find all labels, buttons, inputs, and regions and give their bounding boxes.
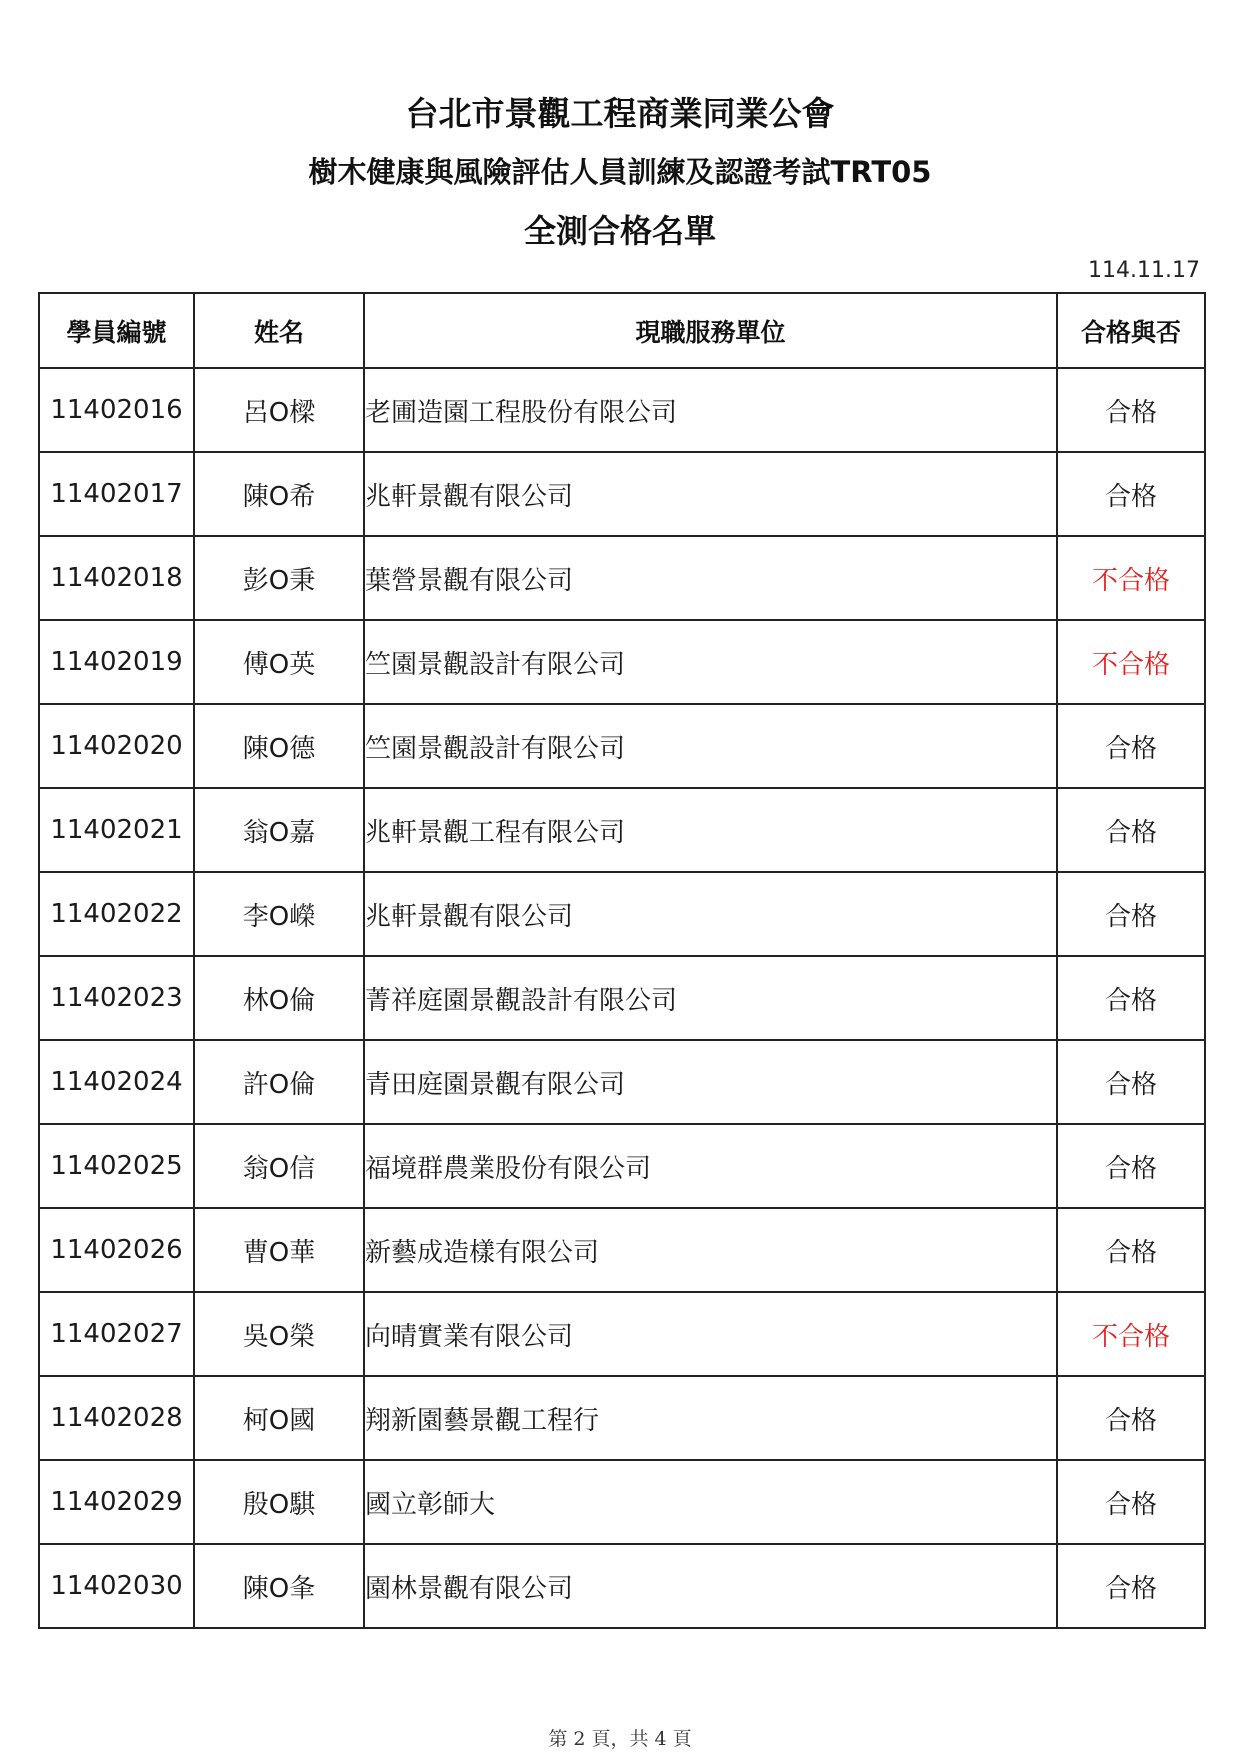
column-header-result: 合格與否 <box>1057 293 1205 368</box>
result-cell: 合格 <box>1057 1208 1205 1292</box>
result-cell: 合格 <box>1057 1124 1205 1208</box>
org-title: 台北市景觀工程商業同業公會 <box>405 94 835 133</box>
result-cell: 不合格 <box>1057 620 1205 704</box>
student-name-cell: 傅O英 <box>194 620 364 704</box>
student-id-cell: 11402028 <box>39 1376 194 1460</box>
workplace-cell: 老圃造園工程股份有限公司 <box>364 368 1057 452</box>
workplace-cell: 兆軒景觀工程有限公司 <box>364 788 1057 872</box>
column-header-name: 姓名 <box>194 293 364 368</box>
result-cell: 不合格 <box>1057 536 1205 620</box>
student-name-cell: 曹O華 <box>194 1208 364 1292</box>
table-row <box>39 1292 1205 1376</box>
student-name-cell: 許O倫 <box>194 1040 364 1124</box>
table-row <box>39 704 1205 788</box>
result-cell: 合格 <box>1057 1544 1205 1628</box>
student-id-cell: 11402020 <box>39 704 194 788</box>
workplace-cell: 福境群農業股份有限公司 <box>364 1124 1057 1208</box>
student-name-cell: 李O嶸 <box>194 872 364 956</box>
result-cell: 合格 <box>1057 956 1205 1040</box>
table-row <box>39 620 1205 704</box>
student-name-cell: 陳O德 <box>194 704 364 788</box>
student-id-cell: 11402019 <box>39 620 194 704</box>
result-cell: 合格 <box>1057 1040 1205 1124</box>
column-header-id: 學員編號 <box>39 293 194 368</box>
workplace-cell: 葉營景觀有限公司 <box>364 536 1057 620</box>
student-name-cell: 林O倫 <box>194 956 364 1040</box>
table-row <box>39 452 1205 536</box>
table-row <box>39 536 1205 620</box>
table-row <box>39 788 1205 872</box>
student-id-cell: 11402025 <box>39 1124 194 1208</box>
student-name-cell: 陳O希 <box>194 452 364 536</box>
student-name-cell: 陳O夆 <box>194 1544 364 1628</box>
student-id-cell: 11402023 <box>39 956 194 1040</box>
workplace-cell: 國立彰師大 <box>364 1460 1057 1544</box>
result-cell: 合格 <box>1057 1460 1205 1544</box>
workplace-cell: 青田庭園景觀有限公司 <box>364 1040 1057 1124</box>
student-id-cell: 11402024 <box>39 1040 194 1124</box>
table-row <box>39 1208 1205 1292</box>
student-id-cell: 11402021 <box>39 788 194 872</box>
student-name-cell: 柯O國 <box>194 1376 364 1460</box>
table-row <box>39 1040 1205 1124</box>
table-row <box>39 956 1205 1040</box>
student-id-cell: 11402017 <box>39 452 194 536</box>
student-name-cell: 翁O信 <box>194 1124 364 1208</box>
result-cell: 合格 <box>1057 1376 1205 1460</box>
workplace-cell: 向晴實業有限公司 <box>364 1292 1057 1376</box>
workplace-cell: 園林景觀有限公司 <box>364 1544 1057 1628</box>
student-name-cell: 吳O榮 <box>194 1292 364 1376</box>
workplace-cell: 兆軒景觀有限公司 <box>364 452 1057 536</box>
result-cell: 合格 <box>1057 368 1205 452</box>
table-row <box>39 1460 1205 1544</box>
student-id-cell: 11402030 <box>39 1544 194 1628</box>
table-row <box>39 368 1205 452</box>
result-cell: 合格 <box>1057 452 1205 536</box>
table-header-row <box>39 293 1205 368</box>
column-header-unit: 現職服務單位 <box>364 293 1057 368</box>
result-cell: 合格 <box>1057 872 1205 956</box>
student-name-cell: 呂O樑 <box>194 368 364 452</box>
student-name-cell: 殷O騏 <box>194 1460 364 1544</box>
workplace-cell: 翔新園藝景觀工程行 <box>364 1376 1057 1460</box>
table-row <box>39 1124 1205 1208</box>
result-cell: 不合格 <box>1057 1292 1205 1376</box>
student-id-cell: 11402029 <box>39 1460 194 1544</box>
result-cell: 合格 <box>1057 788 1205 872</box>
table-body <box>39 368 1205 1628</box>
student-name-cell: 彭O秉 <box>194 536 364 620</box>
student-id-cell: 11402022 <box>39 872 194 956</box>
workplace-cell: 竺園景觀設計有限公司 <box>364 704 1057 788</box>
table-row <box>39 872 1205 956</box>
workplace-cell: 兆軒景觀有限公司 <box>364 872 1057 956</box>
table-row <box>39 1544 1205 1628</box>
course-title: 樹木健康與風險評估人員訓練及認證考試TRT05 <box>308 155 932 189</box>
results-table <box>38 292 1206 1629</box>
result-cell: 合格 <box>1057 704 1205 788</box>
workplace-cell: 菁祥庭園景觀設計有限公司 <box>364 956 1057 1040</box>
student-id-cell: 11402018 <box>39 536 194 620</box>
workplace-cell: 新藝成造樣有限公司 <box>364 1208 1057 1292</box>
list-title: 全測合格名單 <box>523 212 716 250</box>
table-row <box>39 1376 1205 1460</box>
page-footer: 第 2 頁，共 4 頁 <box>548 1728 692 1750</box>
student-id-cell: 11402026 <box>39 1208 194 1292</box>
document-date: 114.11.17 <box>1088 258 1200 283</box>
workplace-cell: 竺園景觀設計有限公司 <box>364 620 1057 704</box>
student-id-cell: 11402027 <box>39 1292 194 1376</box>
student-name-cell: 翁O嘉 <box>194 788 364 872</box>
student-id-cell: 11402016 <box>39 368 194 452</box>
